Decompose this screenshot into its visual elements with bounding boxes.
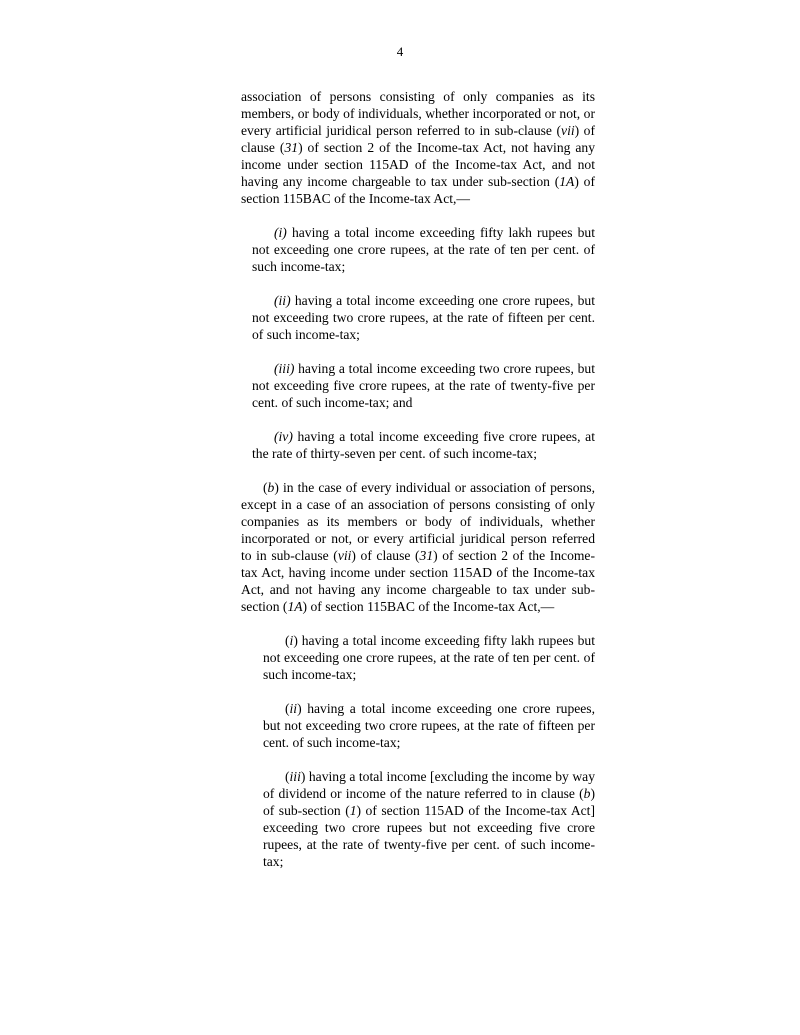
- clause-b-item-i: [263, 632, 595, 683]
- text-run: ) of section 115BAC of the Income-tax Act,—: [241, 174, 596, 206]
- item-text: having a total income exceeding one crore rupees, but not exceeding two crore rupees, at the rate of fifteen per cent. of such income-tax;: [252, 293, 595, 342]
- text-run: ) of section 2 of the Income-tax Act, not having any income under section 115AD of the Income-tax Act, and not having any income chargeable to tax under sub-section (: [241, 140, 596, 189]
- clause-b-item-ii: [263, 700, 595, 751]
- text-run: association of persons consisting of only companies as its members, or body of individuals, whether incorporated or not, or every artificial juridical person referred to in sub-clause (: [241, 89, 595, 138]
- text-run: ) of clause (: [241, 123, 596, 155]
- italic-ref: vii: [561, 123, 575, 138]
- lead-paragraph: [241, 88, 595, 207]
- text-run: ) of clause (: [351, 548, 420, 563]
- italic-ref: 1A: [287, 599, 303, 614]
- clause-b-paragraph: [241, 479, 595, 615]
- item-numeral: i: [289, 633, 294, 648]
- item-text: having a total income exceeding fifty lakh rupees but not exceeding one crore rupees, at the rate of ten per cent. of such income-tax;: [252, 225, 595, 274]
- clause-a-item-i: [252, 224, 595, 275]
- item-marker: (i): [274, 225, 287, 240]
- italic-ref: 31: [284, 140, 299, 155]
- item-text: having a total income exceeding five crore rupees, at the rate of thirty-seven per cent. of such income-tax;: [252, 429, 595, 461]
- item-marker: (iv): [274, 429, 293, 444]
- item-numeral: ii: [289, 701, 298, 716]
- text-run: (: [285, 633, 290, 648]
- clause-a-item-ii: [252, 292, 595, 343]
- italic-ref: 1: [349, 803, 357, 818]
- clause-b-item-iii: [263, 768, 595, 870]
- item-marker: (ii): [274, 293, 291, 308]
- text-run: (: [285, 769, 290, 784]
- text-run: ) of section 115AD of the Income-tax Act] exceeding two crore rupees but not exceeding five crore rupees, at the rate of twenty-five per cent. of such income-tax;: [263, 803, 595, 869]
- item-numeral: iii: [289, 769, 301, 784]
- clause-a-item-iii: [252, 360, 595, 411]
- clause-letter: b: [267, 480, 275, 495]
- text-run: ) of section 115BAC of the Income-tax Act,—: [302, 599, 555, 614]
- text-run: ) having a total income [excluding the income by way of dividend or income of the nature referred to in clause (: [263, 769, 595, 801]
- item-marker: (iii): [274, 361, 295, 376]
- text-run: ) of sub-section (: [263, 786, 595, 818]
- page-number: 4: [396, 44, 404, 59]
- item-text: having a total income exceeding two crore rupees, but not exceeding five crore rupees, at the rate of twenty-five per cent. of such income-tax; and: [252, 361, 595, 410]
- text-run: ) of section 2 of the Income-tax Act, having income under section 115AD of the Income-tax Act, and not having any income chargeable to tax under sub-section (: [241, 548, 595, 614]
- italic-ref: b: [583, 786, 591, 801]
- text-run: (: [285, 701, 290, 716]
- italic-ref: vii: [337, 548, 352, 563]
- document-body: [241, 88, 595, 887]
- item-text: ) having a total income exceeding one crore rupees, but not exceeding two crore rupees, at the rate of fifteen per cent. of such income-tax;: [263, 701, 595, 750]
- item-text: ) having a total income exceeding fifty lakh rupees but not exceeding one crore rupees, at the rate of ten per cent. of such income-tax;: [263, 633, 595, 682]
- italic-ref: 31: [419, 548, 434, 563]
- text-run: (: [263, 480, 268, 495]
- italic-ref: 1A: [559, 174, 575, 189]
- clause-a-item-iv: [252, 428, 595, 462]
- text-run: ) in the case of every individual or association of persons, except in a case of an association of persons consisting of only companies as its members or body of individuals, whether incorporated or not, or every artificial juridical person referred to in sub-clause (: [241, 480, 595, 563]
